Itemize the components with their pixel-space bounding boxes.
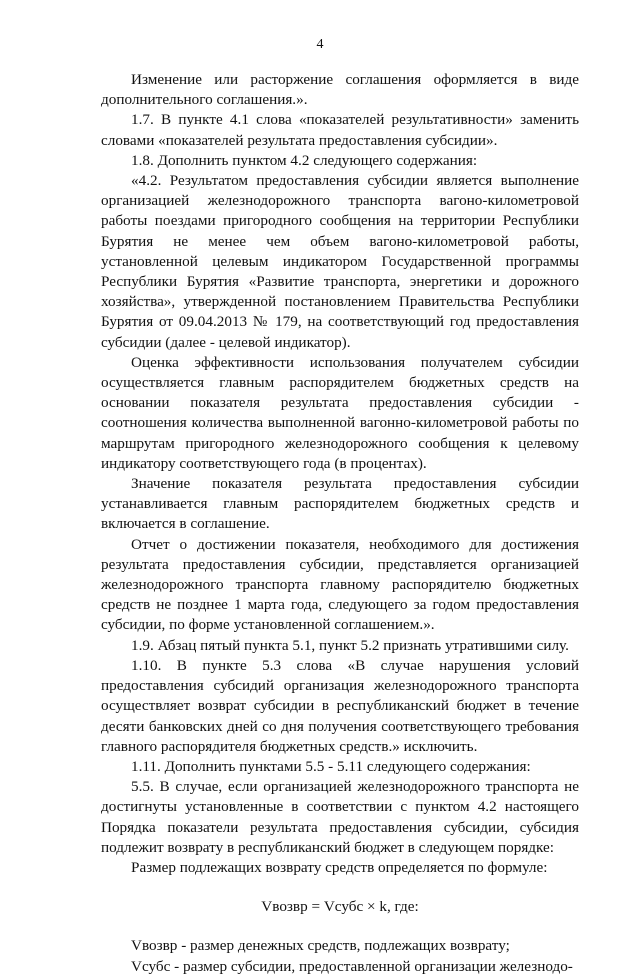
definition-v-refund: Vвозвр - размер денежных средств, подлежащих возврату; <box>131 937 510 955</box>
paragraph-1-7: 1.7. В пункте 4.1 слова «показателей результативности» заменить словами «показателей результата предоставления субсидии». <box>101 111 579 149</box>
page-number: 4 <box>316 37 324 52</box>
paragraph-efficiency-assessment: Оценка эффективности использования получателем субсидии осуществляется главным распорядителем бюджетных средств на основании показателя результата предоставления субсидии - соотношения количества выполненной вагонно-километровой работы по маршрутам пригородного железнодорожного сообщения к целевому индикатору соответствующего года (в процентах). <box>101 353 579 472</box>
refund-formula: Vвозвр = Vсубс × k, где: <box>261 898 419 916</box>
paragraph-1-9: 1.9. Абзац пятый пункта 5.1, пункт 5.2 признать утратившими силу. <box>131 636 569 654</box>
paragraph-5-5: 5.5. В случае, если организацией железнодорожного транспорта не достигнуты установленные в соответствии с пунктом 4.2 настоящего Порядка показатели результата предоставления субсидии, субсидия подлежит возврату в республиканский бюджет в следующем порядке: <box>101 778 579 856</box>
document-body <box>101 70 579 977</box>
paragraph-1-10: 1.10. В пункте 5.3 слова «В случае нарушения условий предоставления субсидий организация железнодорожного транспорта осуществляет возврат субсидии в республиканский бюджет в течение десяти банковских дней со дня получения соответствующего требования главного распорядителя бюджетных средств.» исключить. <box>101 656 579 755</box>
paragraph-1-11: 1.11. Дополнить пунктами 5.5 - 5.11 следующего содержания: <box>131 757 531 775</box>
paragraph-formula-intro: Размер подлежащих возврату средств определяется по формуле: <box>131 858 548 876</box>
paragraph-4-2: «4.2. Результатом предоставления субсидии является выполнение организацией железнодорожного транспорта вагоно-километровой работы поездами пригородного сообщения на территории Республики Бурятия не менее чем объем вагоно-километровой работы, установленной целевым индикатором Государственной программы Республики Бурятия «Развитие транспорта, энергетики и дорожного хозяйства», утвержденной постановлением Правительства Республики Бурятия от 09.04.2013 № 179, на соответствующий год предоставления субсидии (далее - целевой индикатор). <box>101 172 579 351</box>
definition-v-subsidy: Vсубс - размер субсидии, предоставленной организации железнодо- <box>131 957 573 975</box>
paragraph-indicator-value: Значение показателя результата предоставления субсидии устанавливается главным распорядителем бюджетных средств и включается в соглашение. <box>101 475 579 533</box>
paragraph-additional-agreement: Изменение или расторжение соглашения оформляется в виде дополнительного соглашения.». <box>101 71 579 109</box>
paragraph-report: Отчет о достижении показателя, необходимого для достижения результата предоставления субсидии, представляется организацией железнодорожного транспорта главному распорядителю бюджетных средств не позднее 1 марта года, следующего за годом предоставления субсидии, по форме установленной соглашением.». <box>101 535 579 634</box>
paragraph-1-8: 1.8. Дополнить пунктом 4.2 следующего содержания: <box>131 151 478 169</box>
